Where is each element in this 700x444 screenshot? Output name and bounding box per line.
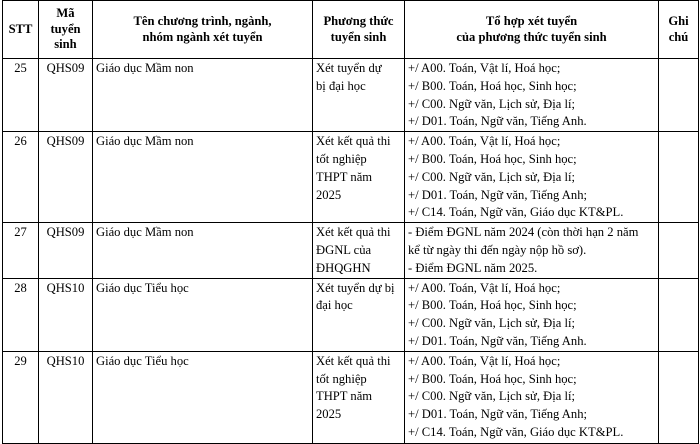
text-line: +/ A00. Toán, Vật lí, Hoá học; xyxy=(408,134,561,149)
cell-stt: 26 xyxy=(3,132,39,223)
text-line: +/ A00. Toán, Vật lí, Hoá học; xyxy=(408,353,561,368)
text-line: tốt nghiệp xyxy=(316,151,367,166)
header-line: tuyển sinh xyxy=(330,29,387,44)
admission-table xyxy=(2,0,699,444)
text-line: +/ B00. Toán, Hoá học, Sinh học; xyxy=(408,151,577,166)
header-line: tuyển xyxy=(50,21,81,36)
text-line: Xét kết quả thi xyxy=(316,134,391,149)
text-line: Xét kết quả thi xyxy=(316,225,391,240)
header-line: Ghi xyxy=(668,14,689,28)
header-line: Mã xyxy=(56,6,75,21)
table-row xyxy=(3,278,699,351)
text-line: ĐGNL của xyxy=(316,242,372,257)
text-line: Xét kết quả thi xyxy=(316,353,391,368)
header-line: Tên chương trình, ngành, xyxy=(133,14,272,28)
cell-stt: 28 xyxy=(3,278,39,351)
header-to-hop xyxy=(405,1,659,59)
table-row xyxy=(3,223,699,278)
text-line: +/ C00. Ngữ văn, Lịch sử, Địa lí; xyxy=(408,316,575,331)
text-line: kể từ ngày thi đến ngày nộp hồ sơ). xyxy=(408,242,587,257)
text-line: +/ D01. Toán, Ngữ văn, Tiếng Anh. xyxy=(408,114,587,129)
header-ten-chuong-trinh xyxy=(93,1,313,59)
cell-ten: Giáo dục Mầm non xyxy=(93,223,313,278)
header-ma-tuyen-sinh xyxy=(39,1,93,59)
text-line: +/ B00. Toán, Hoá học, Sinh học; xyxy=(408,78,577,93)
header-line: nhóm ngành xét tuyển xyxy=(142,29,263,44)
header-line: sinh xyxy=(54,37,77,52)
cell-phuong-thuc xyxy=(313,132,405,223)
cell-ma: QHS09 xyxy=(39,223,93,278)
cell-ten: Giáo dục Mầm non xyxy=(93,59,313,132)
cell-ghi-chu xyxy=(659,223,699,278)
cell-ma: QHS10 xyxy=(39,278,93,351)
text-line: +/ D01. Toán, Ngữ văn, Tiếng Anh; xyxy=(408,407,587,422)
cell-to-hop xyxy=(405,223,659,278)
text-line: +/ C14. Toán, Ngữ văn, Giáo dục KT&PL. xyxy=(408,424,624,439)
header-phuong-thuc xyxy=(313,1,405,59)
text-line: THPT năm xyxy=(316,389,373,404)
cell-phuong-thuc xyxy=(313,351,405,443)
text-line: +/ D01. Toán, Ngữ văn, Tiếng Anh; xyxy=(408,187,587,202)
cell-to-hop xyxy=(405,351,659,443)
table-row xyxy=(3,59,699,132)
cell-ma: QHS09 xyxy=(39,59,93,132)
cell-to-hop xyxy=(405,278,659,351)
text-line: +/ B00. Toán, Hoá học, Sinh học; xyxy=(408,371,577,386)
cell-ghi-chu xyxy=(659,351,699,443)
text-line: bị đại học xyxy=(316,78,366,93)
cell-to-hop xyxy=(405,132,659,223)
text-line: tốt nghiệp xyxy=(316,371,367,386)
cell-phuong-thuc xyxy=(313,59,405,132)
cell-ghi-chu xyxy=(659,59,699,132)
header-line: Phương thức xyxy=(323,14,394,28)
text-line: +/ C14. Toán, Ngữ văn, Giáo dục KT&PL. xyxy=(408,205,624,220)
header-ghi-chu xyxy=(659,1,699,59)
cell-phuong-thuc xyxy=(313,278,405,351)
text-line: +/ B00. Toán, Hoá học, Sinh học; xyxy=(408,298,577,313)
cell-ma: QHS10 xyxy=(39,351,93,443)
cell-ma: QHS09 xyxy=(39,132,93,223)
text-line: 2025 xyxy=(316,407,342,422)
text-line: +/ C00. Ngữ văn, Lịch sử, Địa lí; xyxy=(408,389,575,404)
cell-stt: 29 xyxy=(3,351,39,443)
text-line: đại học xyxy=(316,298,353,313)
header-line: chú xyxy=(668,29,689,44)
text-line: ĐHQGHN xyxy=(316,260,371,275)
cell-stt: 27 xyxy=(3,223,39,278)
text-line: +/ C00. Ngữ văn, Lịch sử, Địa lí; xyxy=(408,96,575,111)
text-line: - Điểm ĐGNL năm 2024 (còn thời hạn 2 năm xyxy=(408,225,639,240)
cell-ten: Giáo dục Tiểu học xyxy=(93,278,313,351)
header-line: Tổ hợp xét tuyển xyxy=(485,14,578,28)
text-line: - Điểm ĐGNL năm 2025. xyxy=(408,260,538,275)
text-line: +/ C00. Ngữ văn, Lịch sử, Địa lí; xyxy=(408,169,575,184)
table-header-row xyxy=(3,1,699,59)
text-line: THPT năm xyxy=(316,169,373,184)
table-row xyxy=(3,351,699,443)
text-line: +/ A00. Toán, Vật lí, Hoá học; xyxy=(408,61,561,75)
cell-ghi-chu xyxy=(659,278,699,351)
header-stt: STT xyxy=(3,1,39,59)
text-line: Xét tuyển dự bị xyxy=(316,280,395,295)
text-line: +/ A00. Toán, Vật lí, Hoá học; xyxy=(408,280,561,295)
cell-to-hop xyxy=(405,59,659,132)
cell-ten: Giáo dục Mầm non xyxy=(93,132,313,223)
cell-phuong-thuc xyxy=(313,223,405,278)
header-line: của phương thức tuyển sinh xyxy=(456,29,607,44)
text-line: Xét tuyển dự xyxy=(316,61,382,75)
table-row xyxy=(3,132,699,223)
text-line: +/ D01. Toán, Ngữ văn, Tiếng Anh. xyxy=(408,333,587,348)
text-line: 2025 xyxy=(316,187,342,202)
cell-ten: Giáo dục Tiểu học xyxy=(93,351,313,443)
cell-ghi-chu xyxy=(659,132,699,223)
cell-stt: 25 xyxy=(3,59,39,132)
